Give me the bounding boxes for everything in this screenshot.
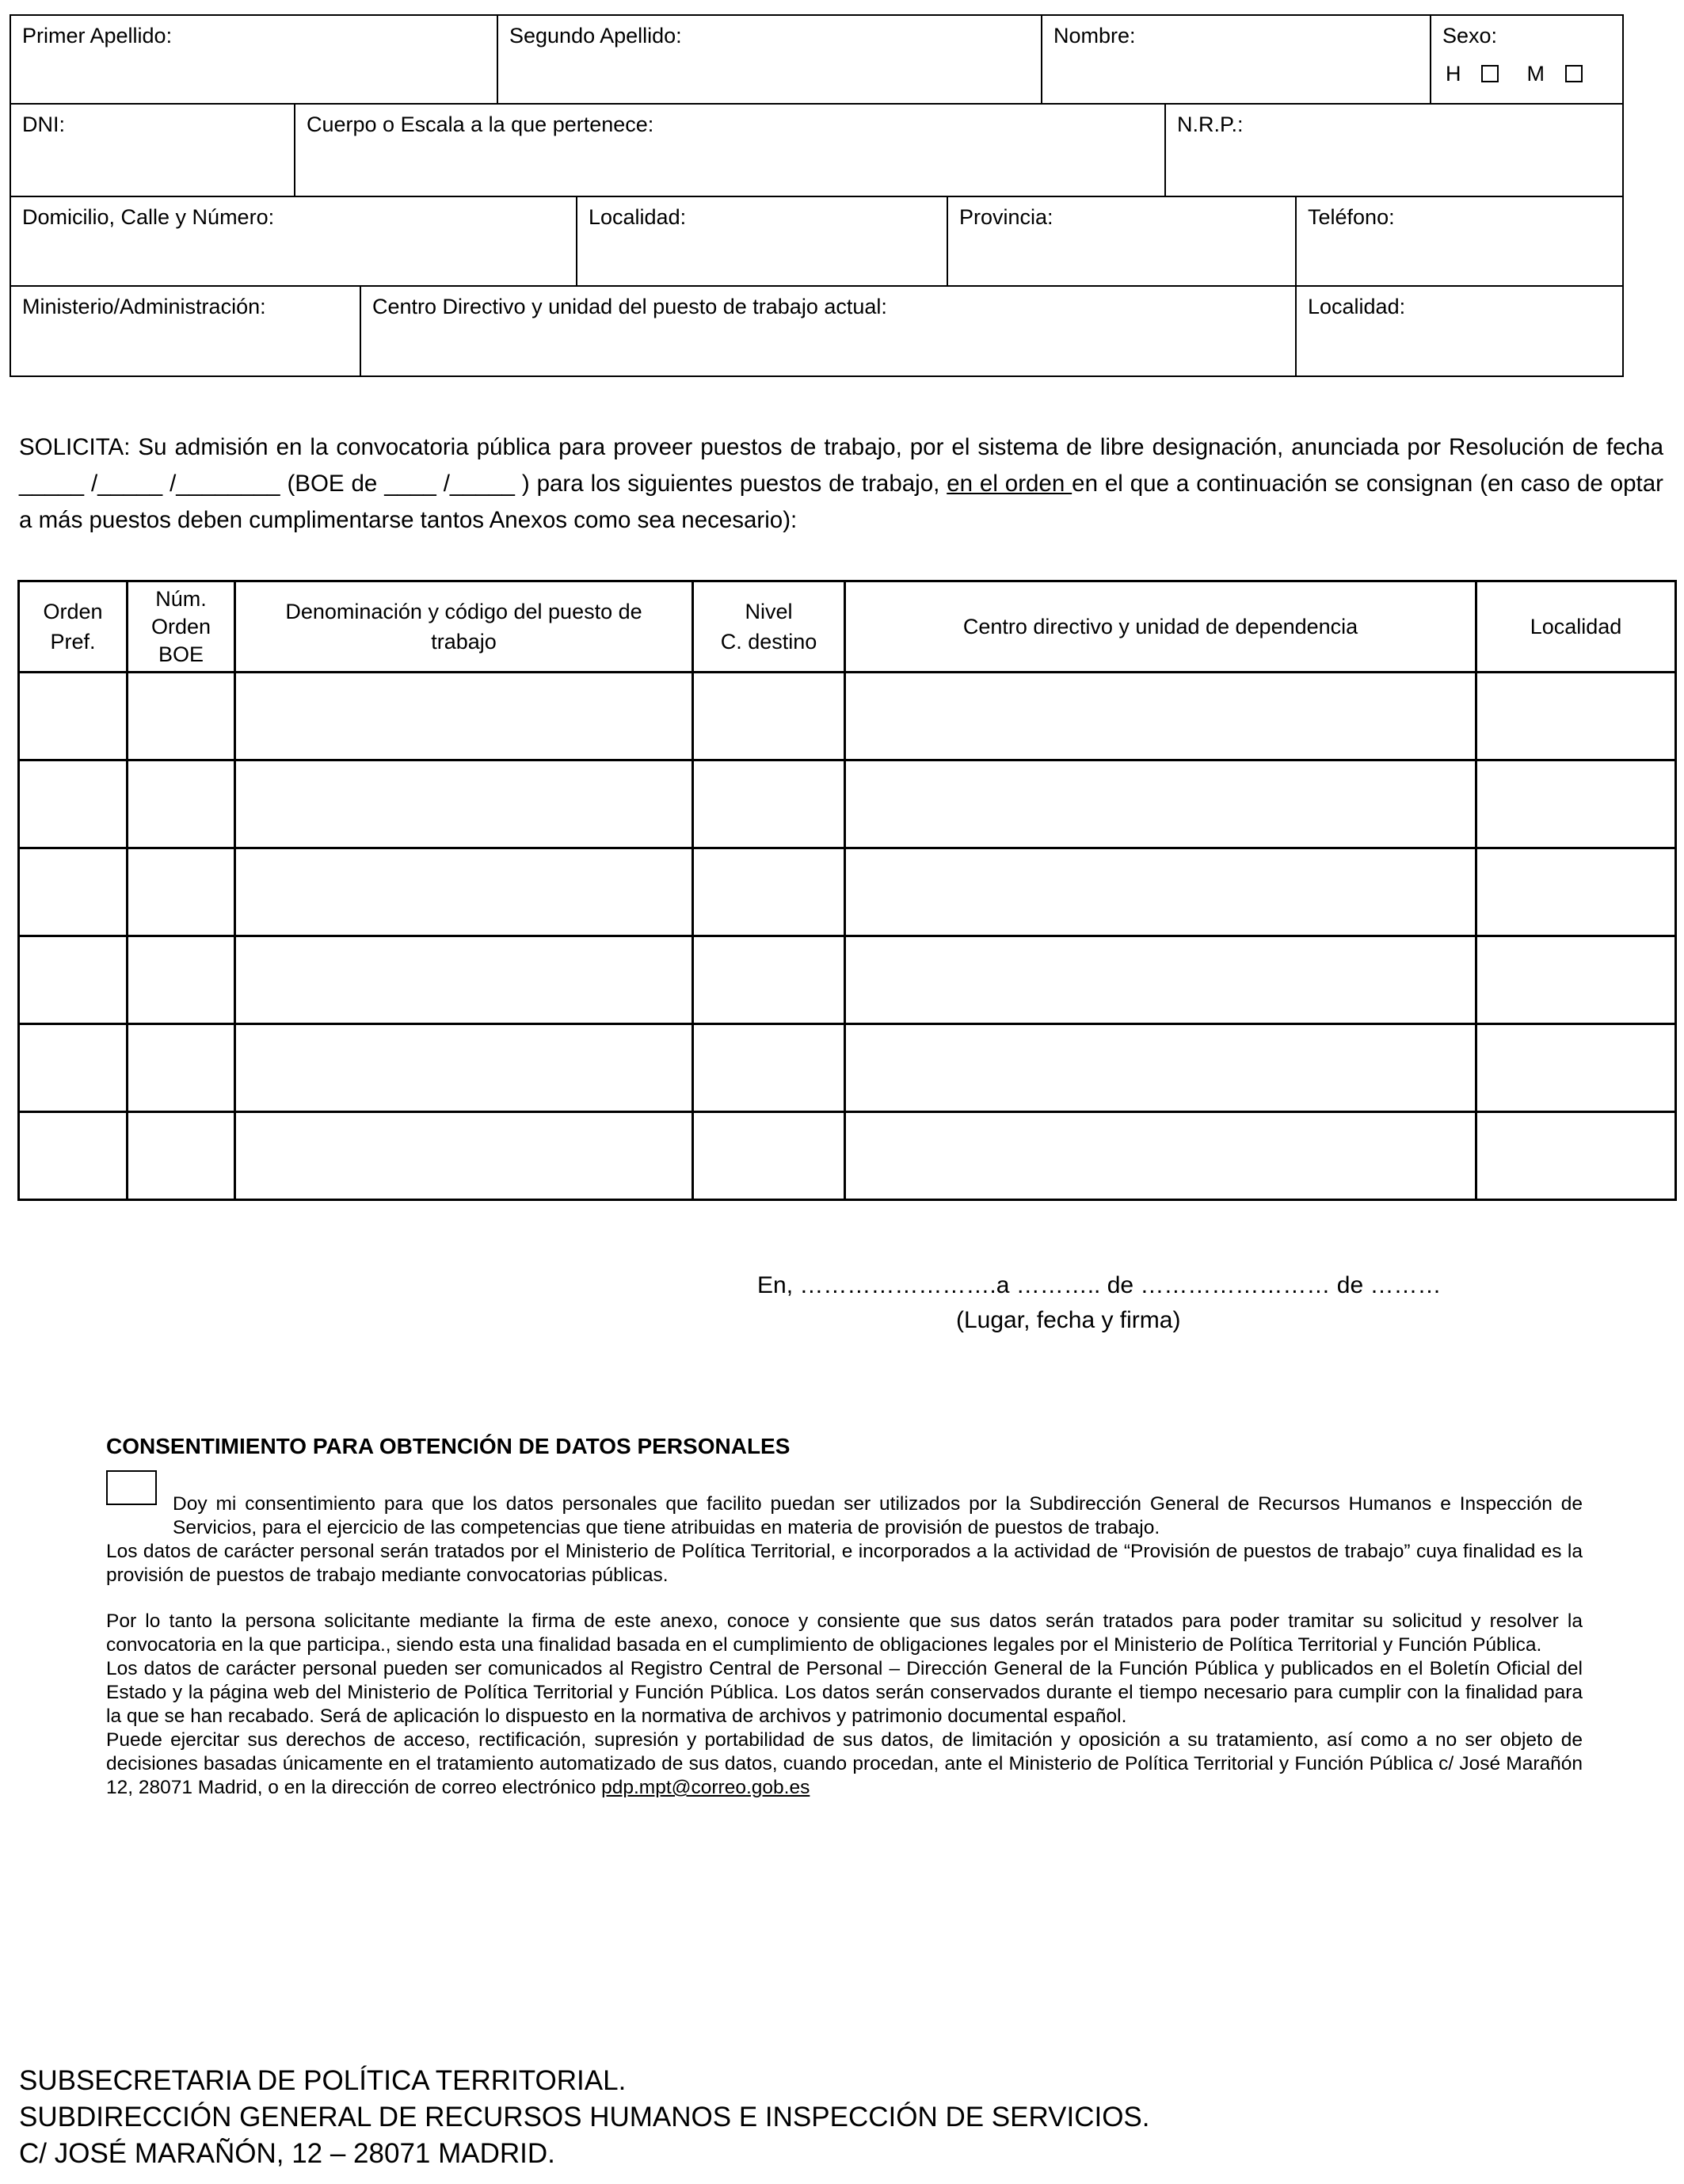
table-cell[interactable] [235,848,693,936]
table-cell[interactable] [845,848,1476,936]
sexo-h-label: H [1446,62,1461,86]
table-cell[interactable] [19,760,128,848]
table-cell[interactable] [693,848,845,936]
header-num-orden-boe: Núm. Orden BOE [128,581,235,673]
table-cell[interactable] [693,673,845,760]
footer-line-1: SUBSECRETARIA DE POLÍTICA TERRITORIAL. [19,2065,627,2096]
consent-paragraph-3: Por lo tanto la persona solicitante mediante la firma de este anexo, conoce y consiente que sus datos serán tratados para poder tramitar su solicitud y resolver la convocatoria en la que participa., siendo esta una finalidad basada en el cumplimiento de obligaciones legales por el Ministerio de Política Territorial y Función Pública. [106,1610,1583,1656]
footer-line-2: SUBDIRECCIÓN GENERAL DE RECURSOS HUMANOS E INSPECCIÓN DE SERVICIOS. [19,2102,1150,2133]
solicita-text-2: en el que a continuación se consignan (en caso de optar a más puestos deben cumplimentarse tantos Anexos como sea necesario): [19,471,1663,533]
footer-line-3: C/ JOSÉ MARAÑÓN, 12 – 28071 MADRID. [19,2138,555,2169]
centro-directivo-label: Centro Directivo y unidad del puesto de trabajo actual: [372,295,887,318]
consent-paragraph-4: Los datos de carácter personal pueden ser comunicados al Registro Central de Personal – Dirección General de la Función Pública y publicados en el Boletín Oficial del Estado y la página web del Ministerio de Política Territorial y Función Pública. Los datos serán conservados durante el tiempo necesario para cumplir con la finalidad para la que se han recabado. Será de aplicación lo dispuesto en la normativa de archivos y patrimonio documental español. [106,1658,1583,1727]
table-cell[interactable] [128,673,235,760]
table-cell[interactable] [845,936,1476,1024]
table-row [19,673,1676,760]
consent-text-block-1 [106,1492,1583,1587]
table-cell[interactable] [1476,936,1676,1024]
primer-apellido-field[interactable] [10,14,498,105]
table-cell[interactable] [235,936,693,1024]
primer-apellido-label: Primer Apellido: [22,24,173,48]
table-cell[interactable] [128,1024,235,1112]
table-cell[interactable] [235,1112,693,1200]
solicita-underlined: en el orden [947,471,1073,497]
dni-label: DNI: [22,112,65,136]
table-cell[interactable] [1476,1112,1676,1200]
table-cell[interactable] [845,1024,1476,1112]
table-cell[interactable] [693,1112,845,1200]
provincia-field[interactable] [947,196,1297,287]
lugar-fecha-caption: (Lugar, fecha y firma) [956,1307,1181,1333]
table-row [19,848,1676,936]
dni-field[interactable] [10,103,295,197]
table-cell[interactable] [1476,673,1676,760]
telefono-field[interactable] [1295,196,1624,287]
lugar-fecha-line[interactable]: En, …………………….a ……….. de …………………… de ……… [757,1272,1442,1298]
table-row [19,1112,1676,1200]
provincia-label: Provincia: [959,205,1053,229]
table-cell[interactable] [693,1024,845,1112]
table-cell[interactable] [845,760,1476,848]
table-cell[interactable] [845,1112,1476,1200]
table-row [19,936,1676,1024]
segundo-apellido-label: Segundo Apellido: [509,24,682,48]
centro-directivo-field[interactable] [360,285,1297,377]
ministerio-field[interactable] [10,285,361,377]
table-cell[interactable] [19,1112,128,1200]
consent-paragraph-1: Doy mi consentimiento para que los datos personales que facilito puedan ser utilizados por la Subdirección General de Recursos Humanos e Inspección de Servicios, para el ejercicio de las competencias que tiene atribuidas en materia de provisión de puestos de trabajo. [173,1493,1583,1538]
header-nivel: Nivel C. destino [693,581,845,673]
localidad-actual-field[interactable] [1295,285,1624,377]
table-cell[interactable] [235,1024,693,1112]
nombre-field[interactable] [1041,14,1431,105]
table-cell[interactable] [128,760,235,848]
solicita-text-1: SOLICITA: Su admisión en la convocatoria pública para proveer puestos de trabajo, por el sistema de libre designación, anunciada por Resolución de fecha _____ /_____ /________ (BOE de ____ /_____ ) para los siguientes puestos de trabajo, [19,434,1663,497]
sexo-m-checkbox[interactable] [1565,65,1583,82]
table-cell[interactable] [19,936,128,1024]
segundo-apellido-field[interactable] [497,14,1042,105]
table-cell[interactable] [845,673,1476,760]
consent-paragraph-5: Puede ejercitar sus derechos de acceso, rectificación, supresión y portabilidad de sus datos, de limitación y oposición a su tratamiento, así como a no ser objeto de decisiones basadas únicamente en el tratamiento automatizado de sus datos, cuando procedan, ante el Ministerio de Política Territorial y Función Pública c/ José Marañón 12, 28071 Madrid, o en la dirección de correo electrónico [106,1729,1583,1798]
nrp-field[interactable] [1164,103,1624,197]
table-cell[interactable] [19,1024,128,1112]
localidad-actual-label: Localidad: [1308,295,1406,318]
cuerpo-label: Cuerpo o Escala a la que pertenece: [307,112,654,136]
table-cell[interactable] [19,848,128,936]
solicita-paragraph [19,429,1663,539]
localidad-field[interactable] [576,196,948,287]
table-cell[interactable] [693,760,845,848]
domicilio-field[interactable] [10,196,577,287]
header-orden-pref: Orden Pref. [19,581,128,673]
consent-text-block-2 [106,1610,1583,1800]
table-cell[interactable] [235,673,693,760]
header-centro-directivo: Centro directivo y unidad de dependencia [845,581,1476,673]
ministerio-label: Ministerio/Administración: [22,295,266,318]
telefono-label: Teléfono: [1308,205,1395,229]
header-denominacion: Denominación y código del puesto de trabajo [235,581,693,673]
domicilio-label: Domicilio, Calle y Número: [22,205,275,229]
table-row [19,760,1676,848]
table-cell[interactable] [1476,848,1676,936]
sexo-label: Sexo: [1442,24,1498,48]
sexo-h-checkbox[interactable] [1481,65,1499,82]
table-cell[interactable] [1476,1024,1676,1112]
localidad-label: Localidad: [589,205,687,229]
consent-title: CONSENTIMIENTO PARA OBTENCIÓN DE DATOS PERSONALES [106,1434,791,1458]
table-cell[interactable] [235,760,693,848]
table-cell[interactable] [693,936,845,1024]
sexo-options [1446,62,1583,86]
sexo-m-label: M [1526,62,1545,86]
table-header-row [19,581,1676,673]
footer-address [19,2063,1149,2172]
table-cell[interactable] [128,1112,235,1200]
cuerpo-field[interactable] [294,103,1166,197]
table-cell[interactable] [19,673,128,760]
nombre-label: Nombre: [1053,24,1136,48]
sexo-field [1430,14,1624,105]
table-row [19,1024,1676,1112]
puestos-table [17,580,1677,1201]
consent-paragraph-2: Los datos de carácter personal serán tratados por el Ministerio de Política Territorial, e incorporados a la actividad de “Provisión de puestos de trabajo” cuya finalidad es la provisión de puestos de trabajo mediante convocatorias públicas. [106,1541,1583,1586]
table-cell[interactable] [1476,760,1676,848]
nrp-label: N.R.P.: [1177,112,1244,136]
table-cell[interactable] [128,936,235,1024]
contact-email-link[interactable]: pdp.mpt@correo.gob.es [601,1777,810,1798]
table-cell[interactable] [128,848,235,936]
header-localidad: Localidad [1476,581,1676,673]
